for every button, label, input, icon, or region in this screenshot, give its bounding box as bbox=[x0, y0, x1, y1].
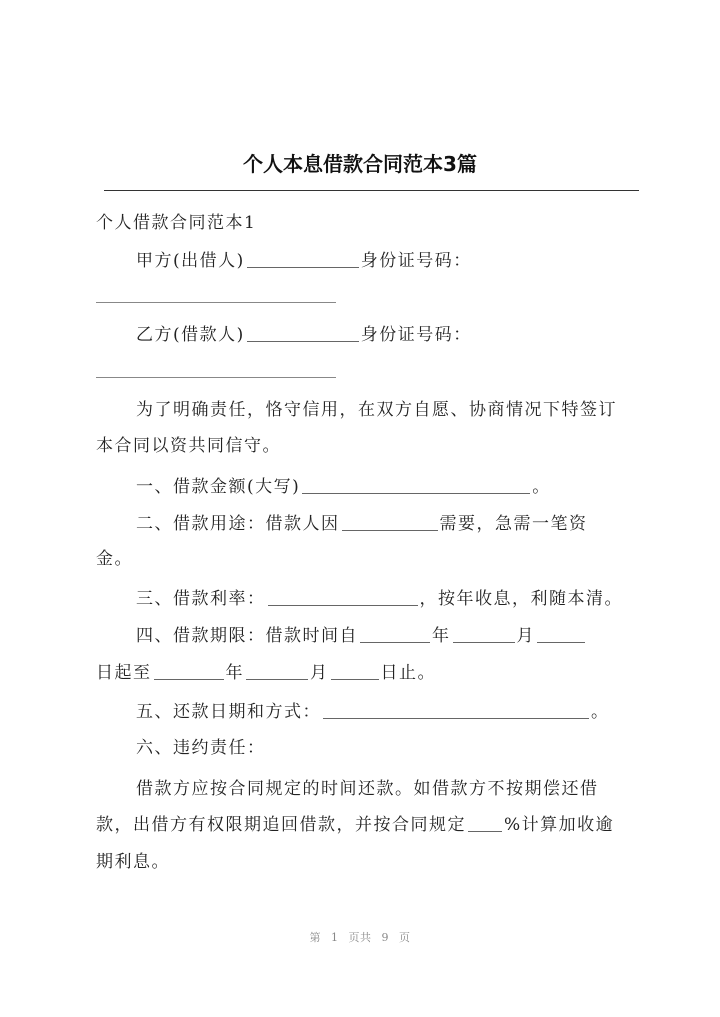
end-day-blank bbox=[331, 663, 379, 680]
clause-1 bbox=[136, 475, 551, 499]
clause-4 bbox=[136, 624, 587, 648]
party-a-name-blank bbox=[247, 251, 359, 268]
party-b-name-blank bbox=[247, 325, 359, 342]
breach-line-3: 期利息。 bbox=[96, 852, 170, 872]
end-month-blank bbox=[246, 663, 308, 680]
clause-4-cont-start: 日起至 bbox=[96, 663, 152, 683]
clause-3 bbox=[136, 587, 623, 611]
party-a-id-blank bbox=[96, 302, 336, 303]
clause-6: 六、违约责任： bbox=[136, 738, 266, 758]
breach-line-2 bbox=[96, 813, 614, 837]
start-day-blank bbox=[537, 626, 585, 643]
intro-line-1: 为了明确责任，恪守信用，在双方自愿、协商情况下特签订 bbox=[136, 400, 617, 420]
footer-suffix: 页 bbox=[399, 931, 411, 944]
start-year-label: 年 bbox=[432, 626, 451, 646]
title-divider bbox=[104, 190, 639, 191]
party-b-label: 乙方(借款人) bbox=[136, 325, 245, 345]
breach-line-1: 借款方应按合同规定的时间还款。如借款方不按期偿还借 bbox=[136, 779, 599, 799]
footer-total-pages: 9 bbox=[381, 931, 389, 944]
clause-1-period: 。 bbox=[532, 477, 551, 497]
footer-mid: 页共 bbox=[348, 931, 372, 944]
penalty-rate-blank bbox=[468, 815, 502, 832]
footer-prefix: 第 bbox=[309, 931, 321, 944]
page-footer bbox=[0, 929, 720, 945]
clause-2 bbox=[136, 512, 588, 536]
clause-4-cont bbox=[96, 661, 436, 685]
clause-5-period: 。 bbox=[591, 702, 610, 722]
breach-line-2a: 款，出借方有权限期追回借款，并按合同规定 bbox=[96, 815, 466, 835]
clause-5 bbox=[136, 700, 610, 724]
clause-4-label: 四、借款期限：借款时间自 bbox=[136, 626, 358, 646]
clause-3-label: 三、借款利率： bbox=[136, 589, 266, 609]
clause-2-label: 二、借款用途：借款人因 bbox=[136, 514, 340, 534]
party-a-line bbox=[136, 249, 472, 273]
intro-line-2: 本合同以资共同信守。 bbox=[96, 436, 281, 456]
start-year-blank bbox=[360, 626, 430, 643]
start-month-blank bbox=[453, 626, 515, 643]
footer-current-page: 1 bbox=[331, 931, 339, 944]
interest-rate-blank bbox=[268, 589, 418, 606]
breach-line-2b: %计算加收逾 bbox=[504, 815, 615, 835]
start-month-label: 月 bbox=[516, 626, 535, 646]
end-year-blank bbox=[154, 663, 224, 680]
loan-amount-blank bbox=[302, 477, 530, 494]
party-b-id-label: 身份证号码： bbox=[360, 325, 472, 345]
repayment-method-blank bbox=[323, 702, 589, 719]
party-a-id-label: 身份证号码： bbox=[360, 251, 472, 271]
end-month-label: 月 bbox=[310, 663, 329, 683]
page-title: 个人本息借款合同范本3篇 bbox=[243, 152, 477, 176]
party-b-id-blank bbox=[96, 377, 336, 378]
clause-3-suffix: ，按年收息，利随本清。 bbox=[419, 589, 623, 609]
party-b-line bbox=[136, 323, 472, 347]
clause-2-cont: 金。 bbox=[96, 549, 133, 569]
section-heading: 个人借款合同范本1 bbox=[96, 213, 257, 233]
loan-purpose-blank bbox=[342, 514, 438, 531]
clause-1-label: 一、借款金额(大写) bbox=[136, 477, 301, 497]
clause-5-label: 五、还款日期和方式： bbox=[136, 702, 321, 722]
end-year-label: 年 bbox=[225, 663, 244, 683]
clause-2-suffix: 需要，急需一笔资 bbox=[439, 514, 588, 534]
end-day-label: 日止。 bbox=[380, 663, 436, 683]
party-a-label: 甲方(出借人) bbox=[136, 251, 245, 271]
